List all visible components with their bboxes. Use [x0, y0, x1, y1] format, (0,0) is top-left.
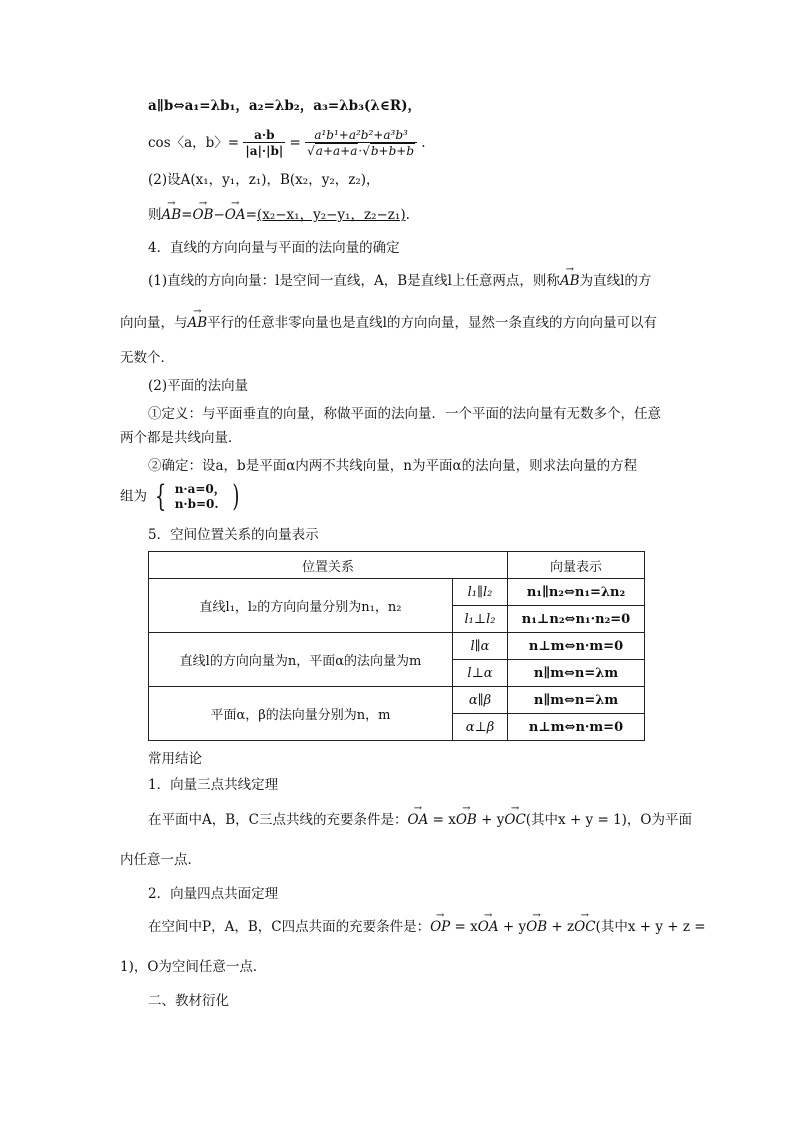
table-header-relation: 位置关系 [149, 552, 508, 579]
parallel-condition: a∥b⇔a₁=λb₁，a₂=λb₂，a₃=λb₃(λ∈R)， [148, 98, 421, 114]
normal-def-line2: 两个都是共线向量． [120, 430, 242, 446]
table-vec: n⊥m⇔n·m=0 [508, 633, 645, 660]
section2-heading: 二、教材衍化 [148, 993, 229, 1009]
cos-fraction-2 [305, 128, 417, 159]
vec-ab: → AB [162, 207, 182, 223]
table-rel: l⊥α [453, 660, 508, 687]
cosine-formula: cos〈a，b〉= $\frac{a\cdot b}{|a|\cdot|b|}$ = $\frac{\text{a¹b¹+a²b²+a³b³}}{√a+a+a\cdot√b+b+b}$ . [148, 128, 426, 159]
normal-def-line1: ①定义：与平面垂直的向量，称做平面的法向量．一个平面的法向量有无数多个，任意 [148, 406, 661, 422]
normal-vector-heading: (2)平面的法向量 [148, 378, 249, 394]
normal-det-line1: ②确定：设a，b是平面α内两不共线向量，n为平面α的法向量，则求法向量的方程 [148, 458, 638, 474]
table-header-vector: 向量表示 [508, 552, 645, 579]
collinear-heading: 1．向量三点共线定理 [148, 777, 279, 793]
table-vec: n₁⊥n₂⇔n₁·n₂=0 [508, 606, 645, 633]
coplanar-line1: 在空间中P，A，B，C四点共面的充要条件是：→ OP = x→ OA + y→ OB + z→ OC(其中x + y + z = [148, 919, 706, 935]
collinear-line2: 内任意一点． [120, 852, 201, 868]
equation-2: n·b=0. [174, 497, 219, 511]
coplanar-heading: 2．向量四点共面定理 [148, 886, 279, 902]
ab-coordinates: (x₂−x₁，y₂−y₁，z₂−z₁) [256, 207, 406, 223]
equation-1: n·a=0， [174, 482, 226, 496]
section4-heading: 4．直线的方向向量与平面的法向量的确定 [148, 240, 400, 256]
table-vec: n∥m⇔n=λm [508, 660, 645, 687]
table-vec: n⊥m⇔n·m=0 [508, 714, 645, 741]
point-setup: (2)设A(x₁，y₁，z₁)，B(x₂，y₂，z₂)， [148, 172, 380, 188]
collinear-line1: 在平面中A，B，C三点共线的充要条件是：→ OA = x→ OB + y→ OC(其中x + y = 1)，O为平面 [148, 812, 692, 828]
section5-heading: 5．空间位置关系的向量表示 [148, 527, 319, 543]
table-rel: α∥β [453, 687, 508, 714]
conclusions-heading: 常用结论 [148, 751, 202, 767]
vec-oa: → OA [225, 207, 246, 223]
table-desc: 直线l₁，l₂的方向向量分别为n₁，n₂ [149, 579, 453, 633]
table-vec: n₁∥n₂⇔n₁=λn₂ [508, 579, 645, 606]
vec-ob: → OB [192, 207, 213, 223]
normal-det-line2: 组为 { n·a=0， n·b=0. ) [120, 479, 240, 514]
table-rel: α⊥β [453, 714, 508, 741]
direction-vector-line1: (1)直线的方向向量：l是空间一直线，A，B是直线l上任意两点，则称→ AB为直线l的方 [148, 273, 651, 289]
table-desc: 直线l的方向向量为n，平面α的法向量为m [149, 633, 453, 687]
ab-vector-formula: 则→ AB=→ OB−→ OA=(x₂−x₁，y₂−y₁，z₂−z₁). [148, 207, 410, 223]
table-desc: 平面α，β的法向量分别为n，m [149, 687, 453, 741]
cos-den-2: √a+a+a·√b+b+b [305, 142, 417, 158]
table-rel: l₁∥l₂ [453, 579, 508, 606]
cos-num-1: a·b [254, 128, 275, 142]
position-relation-table [148, 551, 645, 741]
table-vec: n∥m⇔n=λm [508, 687, 645, 714]
direction-vector-line2: 向向量，与→ AB平行的任意非零向量也是直线l的方向向量，显然一条直线的方向向量可以有 [120, 315, 657, 331]
table-rel: l₁⊥l₂ [453, 606, 508, 633]
coplanar-line2: 1)，O为空间任意一点． [120, 959, 267, 975]
cos-num-2: a¹b¹+a²b²+a³b³ [314, 128, 408, 142]
table-rel: l∥α [453, 633, 508, 660]
direction-vector-line3: 无数个． [120, 350, 174, 366]
cos-prefix: cos〈a，b〉= [148, 134, 240, 151]
cos-den-1: |a|·|b| [245, 144, 284, 159]
cos-fraction-1 [243, 128, 285, 159]
